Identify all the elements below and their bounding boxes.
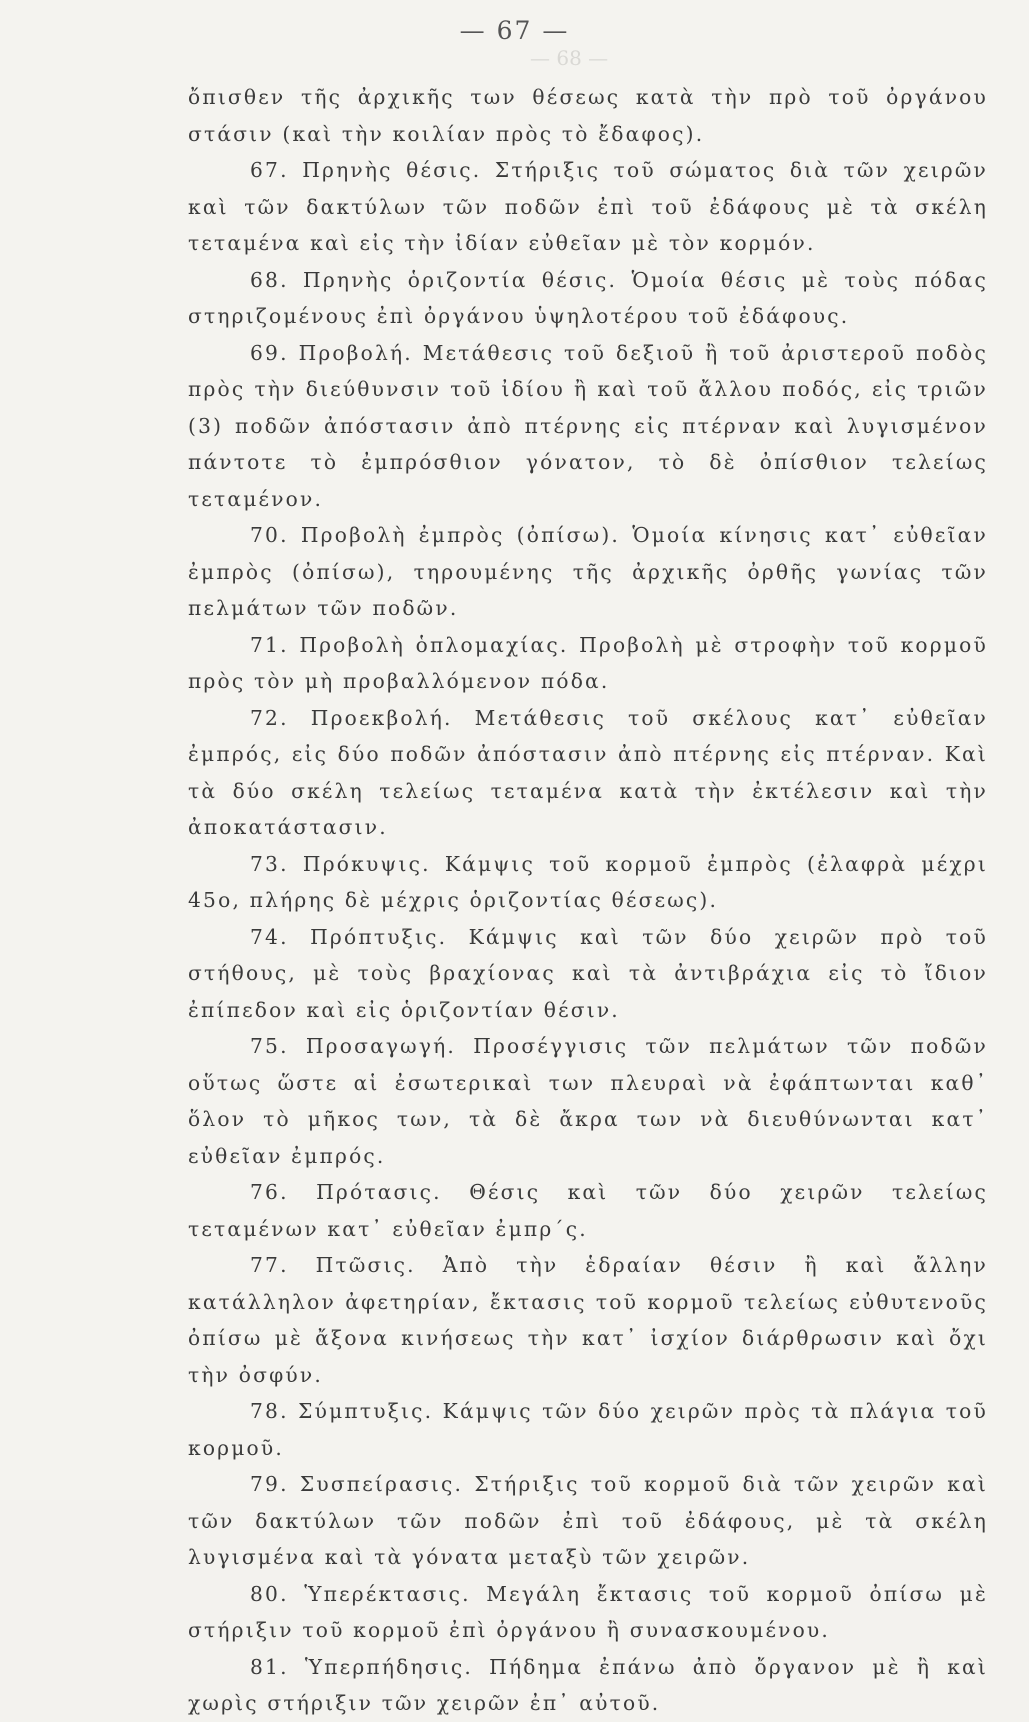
entry-term: Πρόπτυξις. [310,924,448,949]
entry-number: 70. [250,523,289,547]
entry-number: 73. [250,851,289,876]
entry-definition: Στήριξις τοῦ κορμοῦ διὰ τῶν χειρῶν καὶ τῶν δακτύλων τῶν ποδῶν ἐπὶ τοῦ ἐδάφους, μὲ τὰ σκέλη λυγισμένα καὶ τὰ γόνατα μεταξὺ τῶν χειρῶν. [188,1472,988,1569]
entry-number: 76. [250,1180,289,1204]
entry-number: 75. [250,1034,289,1058]
entry-term: Προβολὴ ὁπλομαχίας. [299,632,569,657]
entry-term: Πρόκυψις. [302,851,431,876]
entry-definition: Ἀπὸ τὴν ἑδραίαν θέσιν ἢ καὶ ἄλλην κατάλληλον ἀφετηρίαν, ἔκτασις τοῦ κορμοῦ τελείως εὐθυτενοῦς ὀπίσω μὲ ἄξονα κινήσεως τὴν κατ᾽ ἰσχίον διάρθρωσιν καὶ ὄχι τὴν ὀσφύν. [188,1253,989,1387]
entry-number: 69. [250,340,289,365]
entry-definition: Μετάθεσις τοῦ δεξιοῦ ἢ τοῦ ἀριστεροῦ ποδὸς πρὸς τὴν διεύθυνσιν τοῦ ἰδίου ἢ καὶ τοῦ ἄλλου ποδός, εἰς τριῶν (3) ποδῶν ἀπόστασιν ἀπὸ πτέρνης εἰς πτέρναν καὶ λυγισμένον πάντοτε τὸ ἐμπρόσθιον γόνατον, τὸ δὲ ὀπίσθιον τελείως τεταμένον. [188,340,988,511]
entry-72 [188,700,988,846]
entry-term: Πτῶσις. [315,1253,416,1277]
entry-78 [188,1393,988,1466]
entry-76 [188,1174,988,1247]
entry-79 [188,1466,988,1576]
entry-75 [188,1028,988,1174]
entry-term: Πρότασις. [316,1180,442,1204]
entry-74 [188,919,988,1029]
continuation-paragraph: ὄπισθεν τῆς ἀρχικῆς των θέσεως κατὰ τὴν πρὸ τοῦ ὀργάνου στάσιν (καὶ τὴν κοιλίαν πρὸς τὸ ἔδαφος). [188,85,988,146]
entry-definition: Πήδημα ἐπάνω ἀπὸ ὄργανον μὲ ἢ καὶ χωρὶς στήριξιν τῶν χειρῶν ἐπ᾽ αὐτοῦ. [188,1654,988,1715]
entry-term: Προσαγωγή. [305,1034,457,1058]
entry-definition: Ὁμοία θέσις μὲ τοὺς πόδας στηριζομένους ἐπὶ ὀργάνου ὑψηλοτέρου τοῦ ἐδάφους. [188,267,989,328]
entry-77 [188,1247,988,1393]
entry-68 [188,262,988,335]
entry-number: 80. [250,1581,289,1606]
entry-definition: Ὁμοία κίνησις κατ᾽ εὐθεῖαν ἐμπρὸς (ὀπίσω), τηρουμένης τῆς ἀρχικῆς ὀρθῆς γωνίας τῶν πελμάτων τῶν ποδῶν. [188,523,988,620]
page-number: — 67 — [459,16,570,45]
entry-number: 67. [250,158,289,182]
entry-number: 79. [250,1472,289,1496]
entry-number: 81. [250,1654,289,1679]
entry-80 [188,1576,988,1649]
entry-definition: Κάμψις τοῦ κορμοῦ ἐμπρὸς (ἐλαφρὰ μέχρι 45ο, πλήρης δὲ μέχρις ὁριζοντίας θέσεως). [188,851,988,912]
entry-term: Πρηνὴς ὁριζοντία θέσις. [303,267,618,292]
bleed-through-page-number: — 68 — [530,46,609,70]
entry-definition: Κάμψις καὶ τῶν δύο χειρῶν πρὸ τοῦ στήθους, μὲ τοὺς βραχίονας καὶ τὰ ἀντιβράχια εἰς τὸ ἴδιον ἐπίπεδον καὶ εἰς ὁριζοντίαν θέσιν. [188,924,989,1022]
entry-81 [188,1649,988,1722]
entry-definition: Μετάθεσις τοῦ σκέλους κατ᾽ εὐθεῖαν ἐμπρός, εἰς δύο ποδῶν ἀπόστασιν ἀπὸ πτέρνης εἰς πτέρναν. Καὶ τὰ δύο σκέλη τελείως τεταμένα κατὰ τὴν ἐκτέλεσιν καὶ τὴν ἀποκατάστασιν. [188,705,988,839]
entry-term: Συσπείρασις. [299,1472,464,1496]
entry-70 [188,517,988,627]
entry-number: 74. [250,924,289,949]
entry-definition: Μεγάλη ἔκτασις τοῦ κορμοῦ ὀπίσω μὲ στήριξιν τοῦ κορμοῦ ἐπὶ ὀργάνου ἢ συνασκουμένου. [188,1581,988,1642]
entry-definition: Θέσις καὶ τῶν δύο χειρῶν τελείως τεταμένων κατ᾽ εὐθεῖαν ἐμπρ΄ς. [188,1180,988,1241]
entry-term: Σύμπτυξις. [298,1399,434,1423]
entry-definition: Προσέγγισις τῶν πελμάτων τῶν ποδῶν οὕτως ὥστε αἱ ἐσωτερικαὶ των πλευραὶ νὰ ἐφάπτωνται καθ᾽ ὅλον τὸ μῆκος των, τὰ δὲ ἄκρα των νὰ διευθύνωνται κατ᾽ εὐθεῖαν ἐμπρός. [188,1034,988,1168]
entry-67 [188,152,988,262]
entry-number: 68. [250,267,289,292]
entry-definition: Κάμψις τῶν δύο χειρῶν πρὸς τὰ πλάγια τοῦ κορμοῦ. [188,1399,988,1460]
entry-term: Προβολὴ ἐμπρὸς (ὀπίσω). [300,523,621,547]
entry-definition: Προβολὴ μὲ στροφὴν τοῦ κορμοῦ πρὸς τὸν μὴ προβαλλόμενον πόδα. [188,632,988,693]
entry-71 [188,627,988,700]
entry-term: Ὑπερέκτασις. [304,1581,471,1606]
entry-term: Προεκβολή. [310,705,453,730]
entry-term: Ὑπερπήδησις. [304,1654,474,1679]
entry-term: Προβολή. [298,340,413,365]
entry-number: 71. [250,632,289,657]
glossary-body [188,79,988,1722]
entry-73 [188,846,988,919]
entry-definition: Στήριξις τοῦ σώματος διὰ τῶν χειρῶν καὶ τῶν δακτύλων τῶν ποδῶν ἐπὶ τοῦ ἐδάφους μὲ τὰ σκέλη τεταμένα καὶ εἰς τὴν ἰδίαν εὐθεῖαν μὲ τὸν κορμόν. [188,158,989,255]
entry-number: 78. [250,1399,289,1423]
entry-number: 72. [250,705,289,730]
entry-number: 77. [250,1253,289,1277]
entry-69 [188,335,988,518]
entry-term: Πρηνὴς θέσις. [302,158,482,182]
